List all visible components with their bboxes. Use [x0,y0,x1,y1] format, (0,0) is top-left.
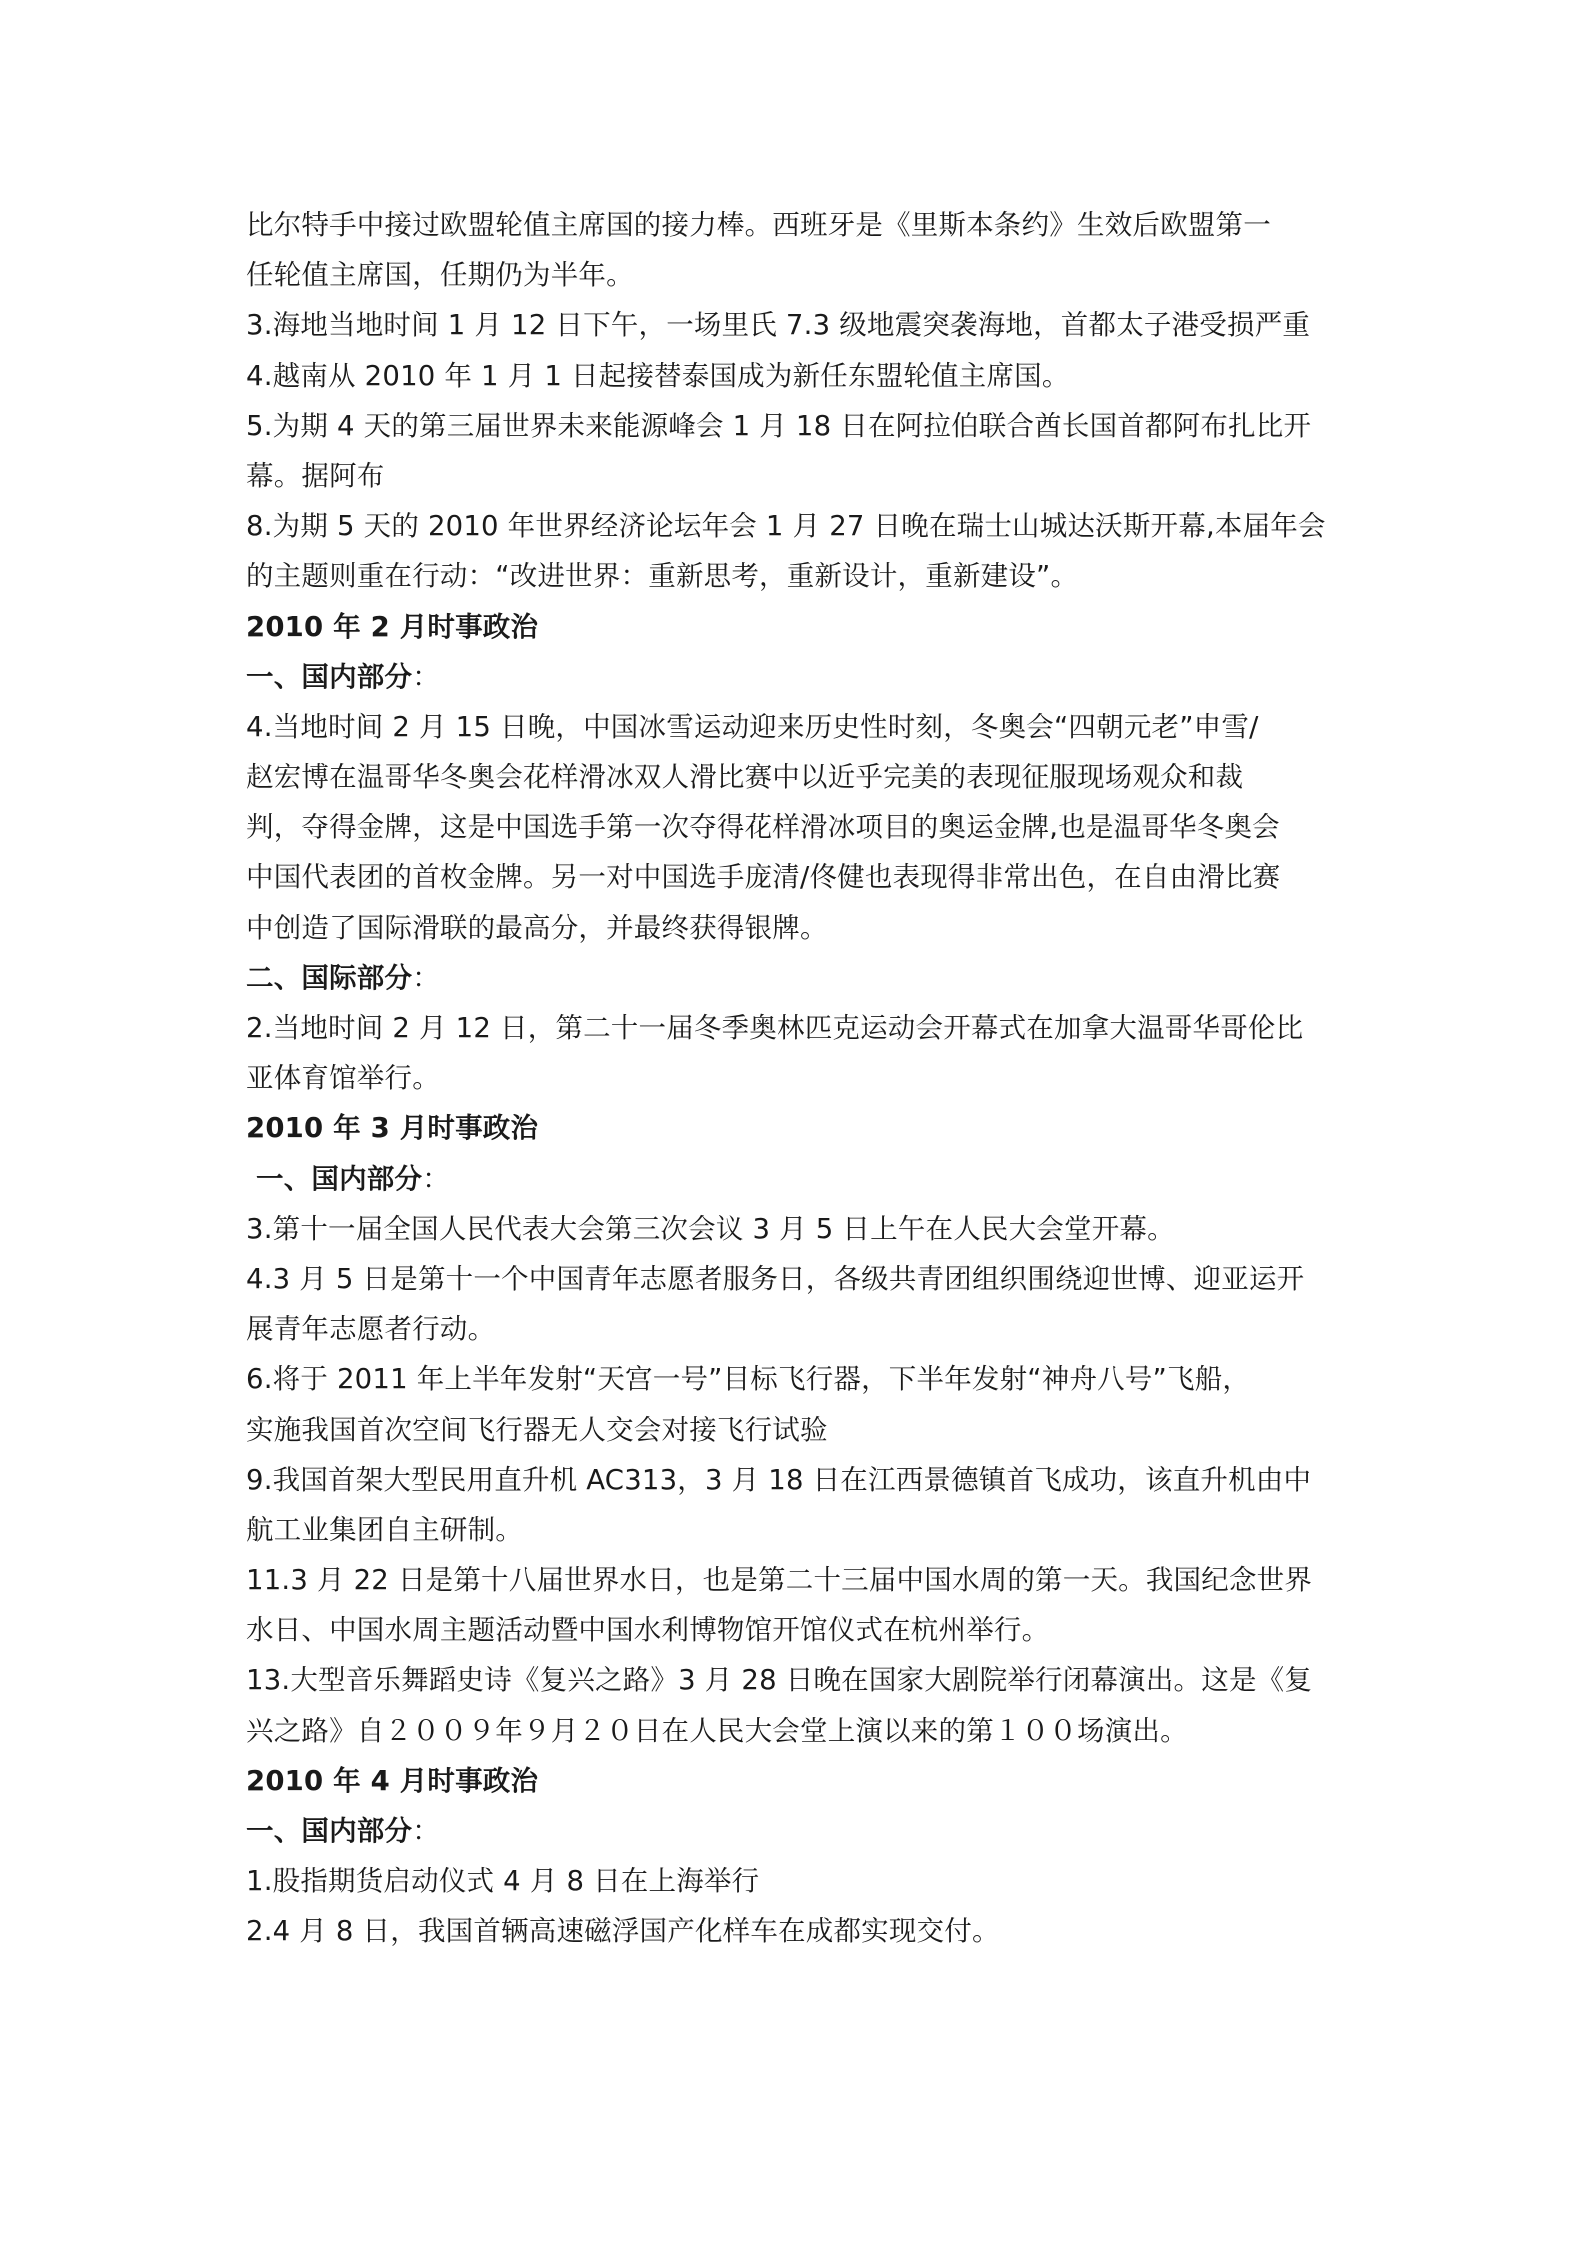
text-line [246,1655,1366,1705]
section-heading [246,602,1366,652]
line-text: 4.当地时间 2 月 15 日晚，中国冰雪运动迎来历史性时刻，冬奥会“四朝元老”申雪/ [246,710,1259,743]
text-line [246,551,1366,601]
heading-text: 二、国际部分 [246,961,413,994]
heading-colon: ： [412,1815,440,1847]
line-text: 4.3 月 5 日是第十一个中国青年志愿者服务日，各级共青团组织围绕迎世博、迎亚运开 [246,1262,1305,1295]
text-line [246,1856,1366,1906]
text-line [246,250,1366,300]
text-line [246,1455,1366,1505]
section-heading [246,652,1366,702]
line-text: 9.我国首架大型民用直升机 AC313，3 月 18 日在江西景德镇首飞成功，该直升机由中 [246,1463,1312,1496]
heading-text: 一、国内部分 [246,660,413,693]
text-line [246,501,1366,551]
text-line [246,300,1366,350]
line-text: 中国代表团的首枚金牌。另一对中国选手庞清/佟健也表现得非常出色，在自由滑比赛 [246,861,1281,894]
line-text: 3.海地当地时间 1 月 12 日下午，一场里氏 7.3 级地震突袭海地，首都太子港受损严重 [246,309,1311,342]
section-heading [246,1154,1366,1204]
line-text: 比尔特手中接过欧盟轮值主席国的接力棒。西班牙是《里斯本条约》生效后欧盟第一 [246,209,1271,241]
text-line [246,1906,1366,1956]
text-line [246,1405,1366,1455]
line-text: 2.4 月 8 日，我国首辆高速磁浮国产化样车在成都实现交付。 [246,1915,1000,1948]
text-line [246,702,1366,752]
text-line [246,1254,1366,1304]
text-line [246,1304,1366,1354]
line-text: 1.股指期货启动仪式 4 月 8 日在上海举行 [246,1865,760,1898]
text-line [246,903,1366,953]
heading-text: 一、国内部分 [246,1815,413,1847]
line-text: 4.越南从 2010 年 1 月 1 日起接替泰国成为新任东盟轮值主席国。 [246,359,1070,392]
heading-text: 一、国内部分 [256,1162,423,1195]
line-text: 幕。据阿布 [246,459,385,492]
text-line [246,1605,1366,1655]
text-line [246,1505,1366,1555]
text-line [246,200,1366,250]
section-heading [246,1806,1366,1856]
line-text: 中创造了国际滑联的最高分，并最终获得银牌。 [246,911,828,944]
line-text: 展青年志愿者行动。 [246,1313,496,1346]
heading-colon: ： [412,660,440,693]
heading-text: 2010 年 3 月时事政治 [246,1112,539,1145]
line-text: 3.第十一届全国人民代表大会第三次会议 3 月 5 日上午在人民大会堂开幕。 [246,1212,1175,1245]
line-text: 11.3 月 22 日是第十八届世界水日，也是第二十三届中国水周的第一天。我国纪念世界 [246,1564,1313,1597]
heading-text: 2010 年 4 月时事政治 [246,1764,539,1797]
line-text: 亚体育馆举行。 [246,1062,440,1095]
text-line [246,1003,1366,1053]
text-line [246,1555,1366,1605]
text-line [246,351,1366,401]
line-text: 任轮值主席国，任期仍为半年。 [246,259,634,292]
line-text: 水日、中国水周主题活动暨中国水利博物馆开馆仪式在杭州举行。 [246,1614,1050,1647]
heading-colon: ： [412,961,440,994]
text-line [246,401,1366,451]
document-body [246,200,1366,1957]
line-text: 6.将于 2011 年上半年发射“天宫一号”目标飞行器，下半年发射“神舟八号”飞船， [246,1363,1251,1396]
line-text: 13.大型音乐舞蹈史诗《复兴之路》3 月 28 日晚在国家大剧院举行闭幕演出。这是《复 [246,1664,1313,1697]
line-text: 2.当地时间 2 月 12 日，第二十一届冬季奥林匹克运动会开幕式在加拿大温哥华哥伦比 [246,1012,1304,1044]
heading-colon: ： [422,1162,450,1195]
text-line [246,451,1366,501]
line-text: 5.为期 4 天的第三届世界未来能源峰会 1 月 18 日在阿拉伯联合酋长国首都阿布扎比开 [246,409,1312,442]
line-text: 赵宏博在温哥华冬奥会花样滑冰双人滑比赛中以近乎完美的表现征服现场观众和裁 [246,761,1244,794]
text-line [246,1706,1366,1756]
text-line [246,802,1366,852]
heading-text: 2010 年 2 月时事政治 [246,610,539,643]
text-line [246,1053,1366,1103]
line-text: 兴之路》自２００９年９月２０日在人民大会堂上演以来的第１００场演出。 [246,1714,1188,1747]
text-line [246,1204,1366,1254]
line-text: 实施我国首次空间飞行器无人交会对接飞行试验 [246,1413,828,1446]
line-text: 航工业集团自主研制。 [246,1513,523,1546]
line-text: 8.为期 5 天的 2010 年世界经济论坛年会 1 月 27 日晚在瑞士山城达沃斯开幕,本届年会 [246,510,1326,543]
section-heading [246,1756,1366,1806]
line-text: 的主题则重在行动：“改进世界：重新思考，重新设计，重新建设”。 [246,560,1079,593]
text-line [246,852,1366,902]
line-text: 判，夺得金牌，这是中国选手第一次夺得花样滑冰项目的奥运金牌,也是温哥华冬奥会 [246,811,1280,844]
section-heading [246,953,1366,1003]
section-heading [246,1103,1366,1153]
text-line [246,752,1366,802]
text-line [246,1354,1366,1404]
